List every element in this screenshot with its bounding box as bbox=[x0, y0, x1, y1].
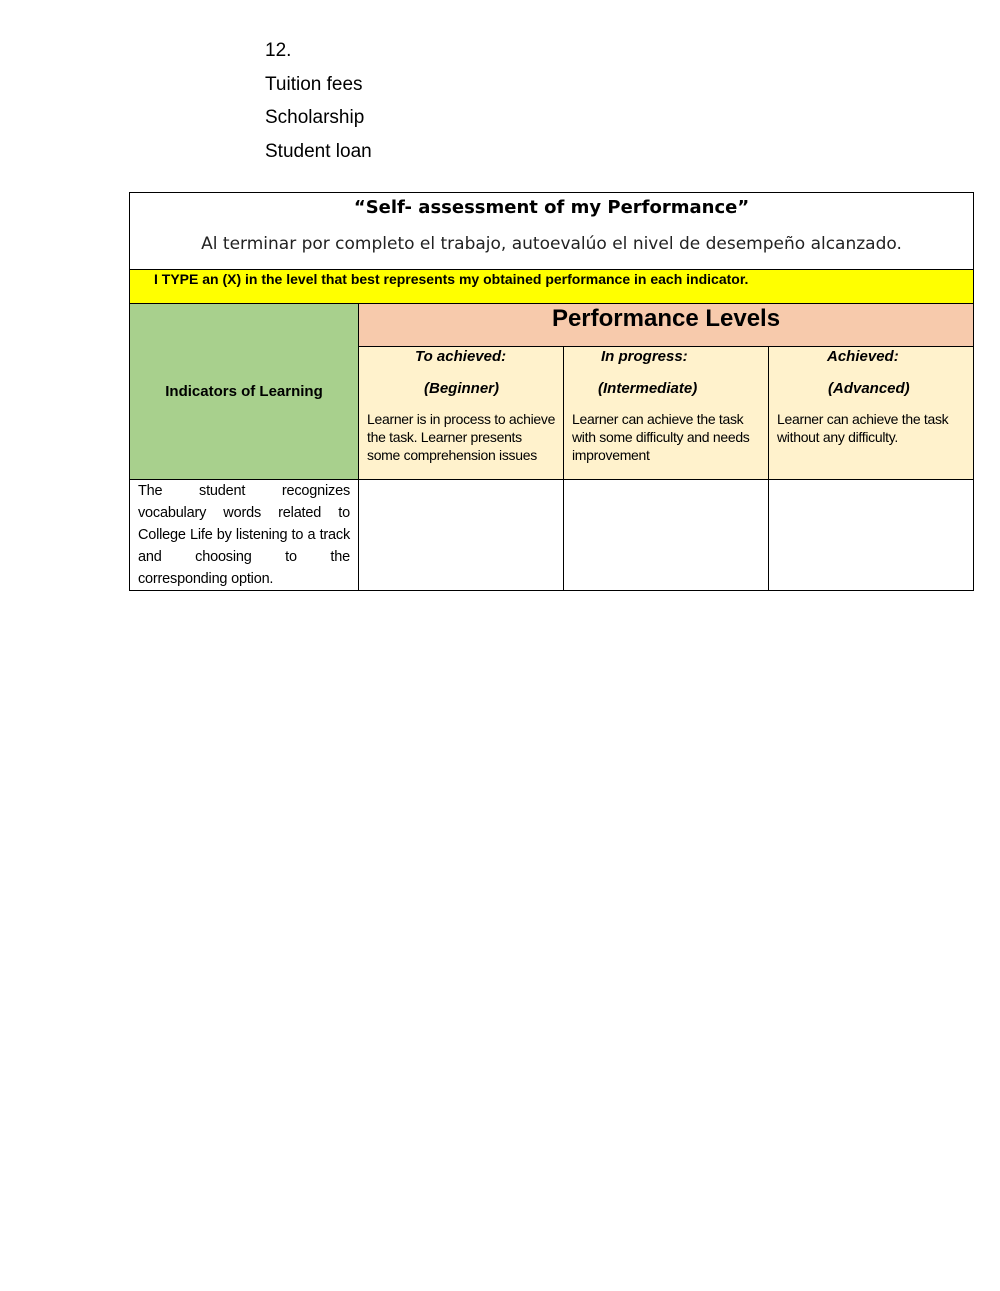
indicators-header-label: Indicators of Learning bbox=[165, 383, 323, 400]
performance-levels-header bbox=[359, 304, 974, 347]
instruction-cell bbox=[130, 270, 974, 304]
indicators-header bbox=[130, 304, 359, 480]
list-item: Tuition fees bbox=[265, 73, 363, 95]
answer-cell-intermediate[interactable] bbox=[564, 480, 769, 591]
instruction-text: I TYPE an (X) in the level that best represents my obtained performance in each indicator. bbox=[154, 271, 749, 287]
level-sub: (Advanced) bbox=[828, 380, 910, 397]
level-description: Learner can achieve the task with some difficulty and needs improvement bbox=[572, 411, 750, 463]
level-description: Learner can achieve the task without any difficulty. bbox=[777, 411, 949, 445]
performance-levels-label: Performance Levels bbox=[551, 305, 781, 332]
answer-cell-advanced[interactable] bbox=[769, 480, 974, 591]
vocabulary-list bbox=[265, 34, 372, 168]
table-title: “Self- assessment of my Performance” bbox=[353, 197, 750, 218]
list-number: 12. bbox=[265, 40, 292, 61]
indicator-cell bbox=[130, 480, 359, 591]
table-subtitle: Al terminar por completo el trabajo, autoevalúo el nivel de desempeño alcanzado. bbox=[201, 234, 902, 254]
level-advanced bbox=[769, 347, 974, 480]
self-assessment-table bbox=[129, 192, 974, 591]
level-beginner bbox=[359, 347, 564, 480]
level-name: To achieved: bbox=[415, 348, 507, 365]
level-name: Achieved: bbox=[827, 348, 899, 365]
level-description: Learner is in process to achieve the task. Learner presents some comprehension issues bbox=[367, 411, 556, 463]
table-row bbox=[130, 480, 974, 591]
indicator-text: The student recognizes vocabulary words related to College Life by listening to a track and choosing to the corresponding option. bbox=[138, 483, 350, 587]
level-intermediate bbox=[564, 347, 769, 480]
answer-cell-beginner[interactable] bbox=[359, 480, 564, 591]
level-sub: (Beginner) bbox=[424, 380, 499, 397]
list-item: Student loan bbox=[265, 140, 372, 162]
list-item: Scholarship bbox=[265, 107, 365, 128]
level-sub: (Intermediate) bbox=[598, 380, 698, 397]
title-cell bbox=[130, 193, 974, 270]
level-name: In progress: bbox=[601, 348, 688, 365]
